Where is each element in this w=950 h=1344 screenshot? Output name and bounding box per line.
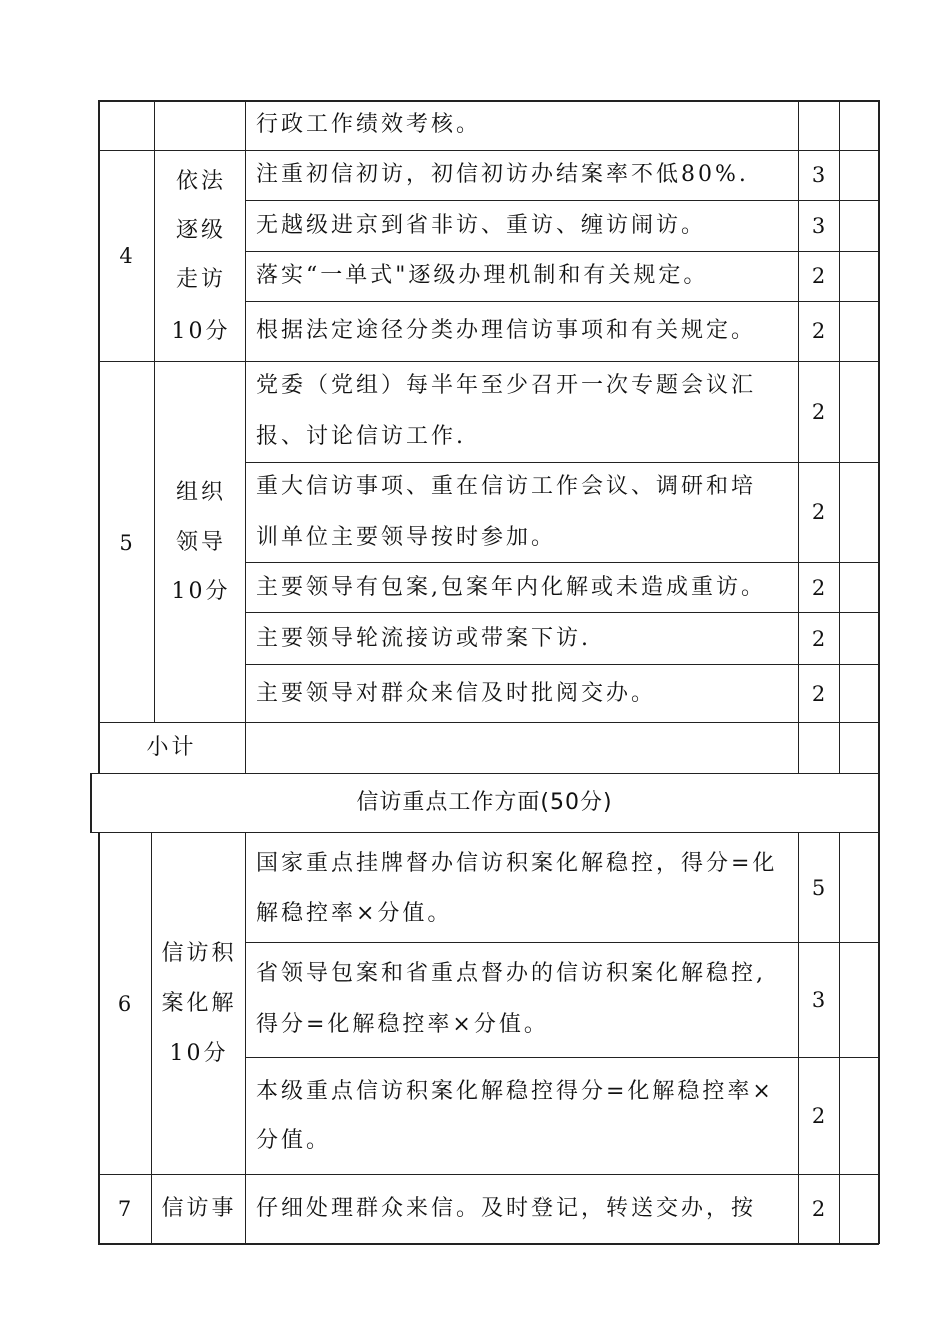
category-label: 依法 bbox=[175, 169, 226, 194]
score-value: 5 bbox=[811, 876, 826, 900]
score-value: 3 bbox=[811, 214, 826, 238]
criteria-text: 主要领导轮流接访或带案下访. bbox=[256, 626, 591, 651]
row-divider bbox=[245, 942, 879, 943]
category-label: 10分 bbox=[171, 319, 231, 344]
table-left-border bbox=[98, 832, 100, 1244]
column-divider bbox=[245, 832, 246, 1244]
criteria-text: 分值。 bbox=[256, 1128, 332, 1153]
column-divider bbox=[839, 100, 840, 773]
row-divider bbox=[245, 251, 879, 252]
criteria-text: 根据法定途径分类办理信访事项和有关规定。 bbox=[256, 318, 757, 343]
row-divider bbox=[90, 773, 879, 774]
table-right-border bbox=[878, 100, 880, 1244]
item-number: 6 bbox=[117, 992, 132, 1016]
criteria-text: 报、讨论信访工作. bbox=[256, 424, 466, 449]
criteria-text: 重大信访事项、重在信访工作会议、调研和培 bbox=[256, 474, 757, 499]
score-value: 2 bbox=[811, 576, 826, 600]
score-value: 2 bbox=[811, 500, 826, 524]
score-value: 2 bbox=[811, 627, 826, 651]
criteria-text: 本级重点信访积案化解稳控得分=化解稳控率× bbox=[256, 1079, 774, 1104]
criteria-text: 注重初信初访，初信初访办结案率不低80%. bbox=[256, 162, 749, 187]
criteria-text: 仔细处理群众来信。及时登记，转送交办，按 bbox=[256, 1196, 757, 1221]
criteria-text: 训单位主要领导按时参加。 bbox=[256, 525, 557, 550]
category-label: 逐级 bbox=[175, 218, 226, 243]
criteria-text: 主要领导对群众来信及时批阅交办。 bbox=[256, 681, 657, 706]
column-divider bbox=[839, 832, 840, 1244]
row-divider bbox=[98, 150, 879, 151]
item-number: 7 bbox=[117, 1197, 132, 1221]
table-top-border bbox=[98, 100, 879, 102]
score-value: 2 bbox=[811, 1104, 826, 1128]
column-divider bbox=[798, 100, 799, 773]
criteria-text: 落实“一单式"逐级办理机制和有关规定。 bbox=[256, 263, 709, 288]
criteria-text: 解稳控率×分值。 bbox=[256, 901, 453, 926]
score-value: 2 bbox=[811, 682, 826, 706]
score-value: 2 bbox=[811, 319, 826, 343]
criteria-text: 国家重点挂牌督办信访积案化解稳控，得分=化 bbox=[256, 851, 778, 876]
category-label: 领导 bbox=[175, 530, 226, 555]
criteria-text: 得分=化解稳控率×分值。 bbox=[256, 1012, 549, 1037]
column-divider bbox=[245, 100, 246, 773]
table-bottom-border bbox=[98, 1243, 879, 1245]
section-title: 信访重点工作方面(50分) bbox=[356, 790, 613, 815]
row-divider bbox=[98, 722, 879, 723]
row-divider bbox=[98, 1174, 879, 1175]
subtotal-label: 小计 bbox=[146, 735, 197, 760]
column-divider bbox=[151, 832, 152, 1244]
row-divider bbox=[98, 361, 879, 362]
criteria-text: 无越级进京到省非访、重访、缠访闹访。 bbox=[256, 213, 707, 238]
score-value: 2 bbox=[811, 1197, 826, 1221]
category-label: 案化解 bbox=[161, 991, 237, 1016]
row-divider bbox=[245, 664, 879, 665]
score-value: 3 bbox=[811, 988, 826, 1012]
column-divider bbox=[154, 100, 155, 722]
category-label: 走访 bbox=[175, 267, 226, 292]
row-divider bbox=[245, 200, 879, 201]
row-divider bbox=[90, 832, 879, 833]
criteria-text: 党委（党组）每半年至少召开一次专题会议汇 bbox=[256, 373, 757, 398]
criteria-text: 行政工作绩效考核。 bbox=[256, 112, 482, 137]
row-divider bbox=[245, 612, 879, 613]
item-number: 4 bbox=[119, 244, 133, 268]
criteria-text: 主要领导有包案,包案年内化解或未造成重访。 bbox=[256, 575, 766, 600]
score-value: 2 bbox=[811, 400, 826, 424]
table-left-border bbox=[98, 100, 100, 773]
row-divider bbox=[245, 301, 879, 302]
category-label: 10分 bbox=[171, 579, 231, 604]
score-value: 3 bbox=[811, 163, 826, 187]
row-divider bbox=[245, 1057, 879, 1058]
score-value: 2 bbox=[811, 264, 826, 288]
category-label: 信访事 bbox=[161, 1196, 237, 1221]
category-label: 10分 bbox=[169, 1041, 229, 1066]
item-number: 5 bbox=[119, 531, 133, 555]
category-label: 信访积 bbox=[161, 941, 237, 966]
criteria-text: 省领导包案和省重点督办的信访积案化解稳控, bbox=[256, 961, 766, 986]
row-divider bbox=[245, 562, 879, 563]
row-divider bbox=[245, 462, 879, 463]
category-label: 组织 bbox=[175, 480, 226, 505]
